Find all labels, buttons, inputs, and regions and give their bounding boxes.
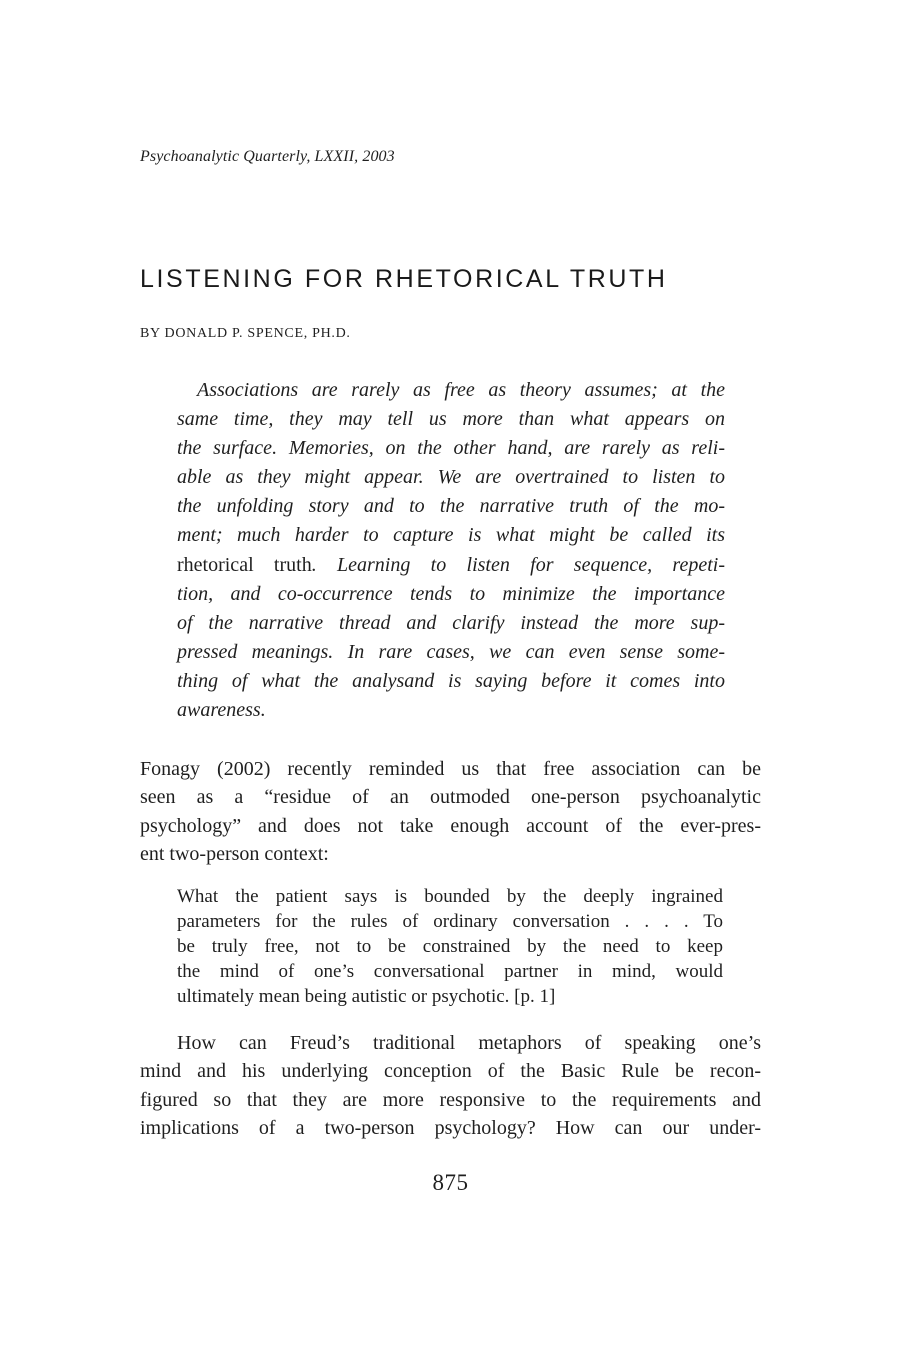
journal-citation: Psychoanalytic Quarterly, LXXII, 2003 — [140, 148, 395, 165]
abstract-line: the unfolding story and to the narrative truth of the mo- — [177, 495, 725, 518]
abstract-line: Associations are rarely as free as theory assumes; at the — [197, 379, 725, 401]
paragraph-line: seen as a “residue of an outmoded one-person psychoanalytic — [140, 786, 761, 809]
abstract-line-rest: . Learning to listen for sequence, repeti- — [311, 553, 725, 576]
abstract-line: pressed meanings. In rare cases, we can even sense some- — [177, 640, 725, 663]
quote-line: parameters for the rules of ordinary conversation . . . . To — [177, 911, 723, 933]
paragraph-line: mind and his underlying conception of the Basic Rule be recon- — [140, 1060, 761, 1083]
paragraph-line: How can Freud’s traditional metaphors of speaking one’s — [177, 1032, 761, 1054]
block-quotation — [177, 884, 723, 1009]
paragraph-line: psychology” and does not take enough account of the ever-pres- — [140, 814, 761, 837]
paragraph-line: figured so that they are more responsive to the requirements and — [140, 1088, 761, 1111]
abstract-line: of the narrative thread and clarify instead the more sup- — [177, 611, 725, 634]
abstract-line: able as they might appear. We are overtrained to listen to — [177, 466, 725, 489]
paragraph-line: Fonagy (2002) recently reminded us that free association can be — [140, 758, 761, 780]
abstract-line: the surface. Memories, on the other hand, are rarely as reli- — [177, 437, 725, 460]
abstract-line: ment; much harder to capture is what might be called its — [177, 524, 725, 547]
quote-line: the mind of one’s conversational partner in mind, would — [177, 961, 723, 983]
abstract-line: same time, they may tell us more than what appears on — [177, 408, 725, 431]
abstract-line-mixed — [177, 551, 725, 580]
quote-line: be truly free, not to be constrained by the need to keep — [177, 936, 723, 958]
body-paragraph-2 — [140, 1029, 761, 1142]
abstract-line: awareness. — [177, 699, 266, 722]
quote-line: What the patient says is bounded by the deeply ingrained — [177, 886, 723, 907]
quote-line: ultimately mean being autistic or psychotic. [p. 1] — [177, 986, 556, 1008]
article-title: LISTENING FOR RHETORICAL TRUTH — [140, 265, 668, 293]
abstract-line: tion, and co-occurrence tends to minimize the importance — [177, 582, 725, 605]
abstract — [177, 376, 725, 725]
paragraph-line: implications of a two-person psychology? How can our under- — [140, 1116, 761, 1139]
paragraph-line: ent two-person context: — [140, 842, 329, 865]
author-byline: BY DONALD P. SPENCE, PH.D. — [140, 326, 351, 341]
abstract-line: thing of what the analysand is saying before it comes into — [177, 669, 725, 692]
rhetorical-truth-term: rhetorical truth — [177, 553, 312, 576]
body-paragraph-1 — [140, 755, 761, 868]
page-number: 875 — [432, 1170, 469, 1195]
